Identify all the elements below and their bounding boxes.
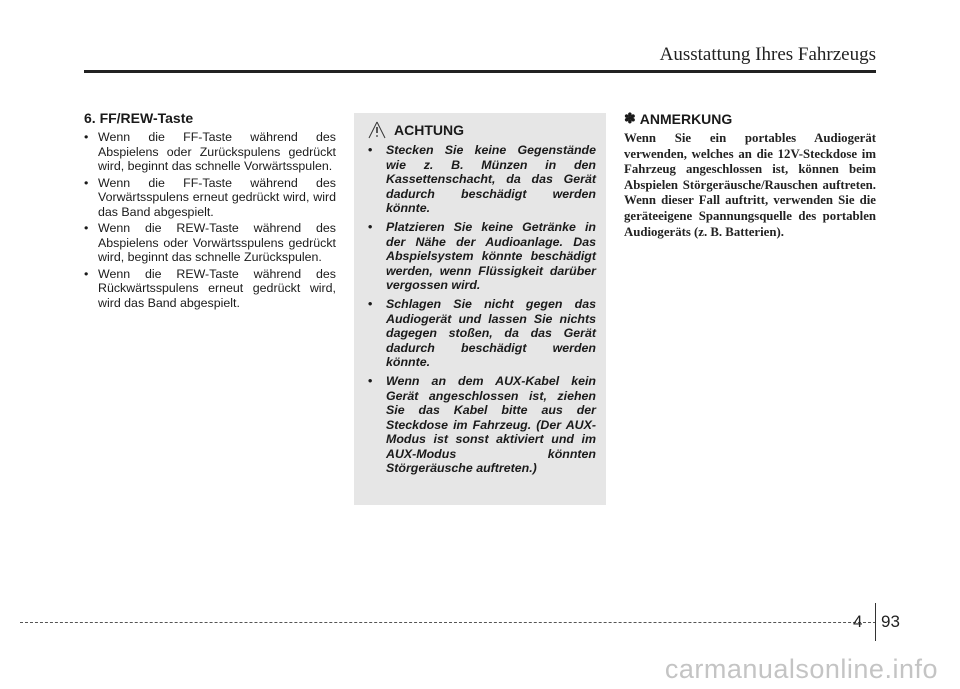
caution-item: • Platzieren Sie keine Getränke in der Nähe der Audioanlage. Das Abspielsystem könnte beschädigt werden, wenn Flüssigkeit darüber vergossen wird. bbox=[364, 220, 596, 293]
watermark: carmanualsonline.info bbox=[664, 654, 938, 684]
caution-item: • Wenn an dem AUX-Kabel kein Gerät angeschlossen ist, ziehen Sie das Kabel bitte aus der Steckdose im Fahrzeug. (Der AUX-Modus ist sonst aktiviert und im AUX-Modus könnten Störgeräusche auftreten.) bbox=[364, 374, 596, 476]
page-divider bbox=[875, 603, 876, 641]
caution-box bbox=[354, 113, 606, 505]
chapter-number: 4 bbox=[853, 612, 863, 631]
caution-header bbox=[364, 121, 596, 139]
section-heading: 6. FF/REW-Taste bbox=[84, 110, 194, 126]
list-item: • Wenn die REW-Taste während des Abspielens oder Vorwärtsspulens gedrückt wird, beginnt das schnelle Zurückspulen. bbox=[84, 221, 336, 265]
ff-rew-list bbox=[84, 130, 336, 310]
page-number: 93 bbox=[881, 612, 900, 631]
note-column bbox=[624, 110, 876, 240]
footer-rule bbox=[20, 622, 876, 623]
caution-list bbox=[364, 143, 596, 476]
page-header-title: Ausstattung Ihres Fahrzeugs bbox=[659, 44, 876, 65]
note-star-icon: ✽ bbox=[624, 110, 636, 126]
note-header bbox=[624, 110, 876, 127]
list-item: • Wenn die FF-Taste während des Abspielens oder Zurückspulens gedrückt wird, beginnt das schnelle Vorwärtsspulen. bbox=[84, 130, 336, 174]
list-item: • Wenn die FF-Taste während des Vorwärtsspulens erneut gedrückt wird, wird das Band abgespielt. bbox=[84, 176, 336, 220]
caution-title: ACHTUNG bbox=[394, 122, 464, 138]
note-body: Wenn Sie ein portables Audiogerät verwenden, welches an die 12V-Steckdose im Fahrzeug angeschlossen ist, können beim Abspielen Störgeräusche/Rauschen auftreten. Wenn dieser Fall auftritt, verwenden Sie die geräteeigene Spannungsquelle des portablen Audiogeräts (z. B. Batterien). bbox=[624, 131, 876, 239]
caution-item: • Stecken Sie keine Gegenstände wie z. B. Münzen in den Kassettenschacht, da das Gerät dadurch beschädigt werden könnte. bbox=[364, 143, 596, 216]
warning-triangle-icon bbox=[364, 121, 390, 139]
left-column bbox=[84, 110, 336, 312]
caution-item: • Schlagen Sie nicht gegen das Audiogerät und lassen Sie nichts dagegen stoßen, da das Gerät dadurch beschädigt werden könnte. bbox=[364, 297, 596, 370]
list-item: • Wenn die REW-Taste während des Rückwärtsspulens erneut gedrückt wird, wird das Band abgespielt. bbox=[84, 267, 336, 311]
note-title: ANMERKUNG bbox=[639, 110, 733, 127]
header-rule bbox=[84, 70, 876, 73]
